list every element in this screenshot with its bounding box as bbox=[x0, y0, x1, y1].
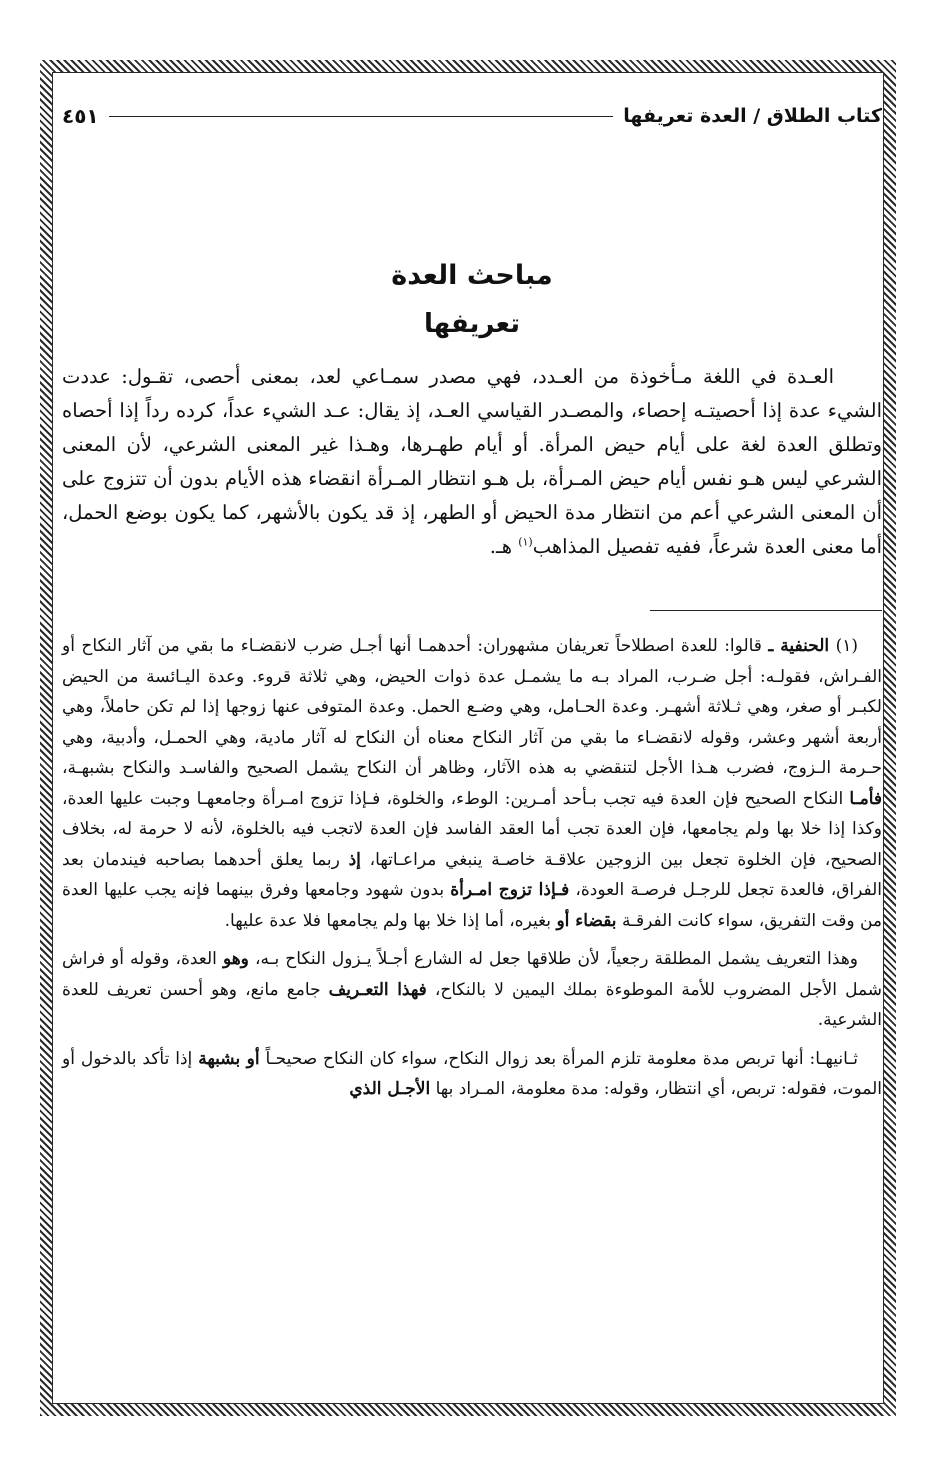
page-number: ٤٥١ bbox=[62, 104, 99, 128]
footnote-1-bold: فأمـا bbox=[849, 788, 882, 809]
footnote-p3-text: ثـانيهـا: أنها تربص مدة معلومة تلزم المرأة بعد زوال النكاح، سواء كان النكاح صحيحـاً bbox=[259, 1048, 859, 1069]
footnote-1-bold: بقضاء أو bbox=[556, 910, 617, 931]
footnotes bbox=[62, 631, 882, 1105]
running-title: كتاب الطلاق / العدة تعريفها bbox=[623, 105, 882, 127]
main-paragraph-text: العـدة في اللغة مـأخوذة من العـدد، فهي مصدر سمـاعي لعد، بمعنى أحصى، تقـول: عددت الشيء عدة إذا أحصيتـه إحصاء، والمصـدر القياسي العـد، إذ يقال: عـد الشيء عداً، كرده رداً إذا أحصاه وتطلق العدة لغة على أيام حيض المرأة. أو أيام طهـرها، وهـذا غير المعنى الشرعي، لأن المعنى الشرعي ليس هـو نفس أيام حيض المـرأة، بل هـو انتظار المـرأة انقضاء هذه الأيام بدون أن تتزوج على أن المعنى الشرعي أعم من انتظار مدة الحيض أو الطهر، إذ قد يكون بالأشهر، كما يكون بوضع الحمل، أما معنى العدة شرعاً، ففيه تفصيل المذاهب bbox=[62, 365, 882, 558]
footnote-1-text: ربما يعلق أحدهما بصاحبه فيندمان بعد الفراق، فالعدة تجعل للرجـل فرصـة العودة، bbox=[62, 849, 883, 900]
footnote-1-bold: فـإذا تزوج امـرأة bbox=[450, 880, 570, 900]
footnote-p3-bold: أو بشبهة bbox=[198, 1048, 260, 1069]
main-paragraph bbox=[62, 360, 882, 564]
footnote-p2-text: وهذا التعريف يشمل المطلقة رجعياً، لأن طلاقها جعل له الشارع أجـلاً يـزول النكاح بـه، bbox=[248, 949, 858, 969]
footnote-1 bbox=[62, 631, 882, 936]
footnote-1-text: بغيره، أما إذا خلا بها ولم يجامعها فلا عدة عليها. bbox=[224, 910, 557, 931]
header-rule bbox=[109, 116, 614, 117]
footnote-1-text: بدون شهود وجامعها وفرق بينهما فإنه يجب عليها العدة من وقت التفريق، سواء كانت الفرقـة bbox=[62, 880, 882, 931]
footnote-1-number: (١) bbox=[835, 636, 858, 656]
footnote-1-school: الحنفية ـ bbox=[768, 636, 830, 656]
footnote-p2-text: جامع مانع، وهو أحسن تعريف للعدة الشرعية. bbox=[62, 979, 882, 1030]
footnote-1-bold: إذ bbox=[348, 849, 361, 870]
running-header bbox=[62, 98, 882, 134]
main-paragraph-end: هـ. bbox=[489, 535, 519, 558]
footnote-paragraph-2 bbox=[62, 944, 882, 1036]
footnote-p2-text: العدة، وقوله أو فراش شمل الأجل المضروب للأمة الموطوءة بملك اليمين لا بالنكاح، bbox=[62, 949, 883, 1000]
footnote-separator bbox=[650, 610, 882, 611]
footnote-1-text: قالوا: للعدة اصطلاحاً تعريفان مشهوران: أحدهمـا أنها أجـل ضرب لانقضـاء ما بقي من آثار النكاح أو الفـراش، فقولـه: أجل ضـرب، المراد بـه ما يشمـل عدة ذوات الحيض، وهي ثلاثة قروء. وعدة اليـائسة من الحيض لكبـر أو صغر، وهي ثـلاثة أشهـر. وعدة الحـامل، وهي وضـع الحمل. وعدة المتوفى عنها زوجها إذا لم تكن حاملاً، وهي أربعة أشهر وعشر، وقوله لانقضـاء ما بقي من آثار النكاح معناه أن النكاح له آثار مادية، وهي الحمـل، وأدبية، وهي حـرمة الـزوج، فضرب هـذا الأجل لتنقضي به هذه الآثار، وظاهر أن النكاح يشمل الصحيح والفاسـد والنكاح بشبهـة، bbox=[62, 636, 882, 778]
footnote-p3-bold: الأجـل الذي bbox=[349, 1079, 431, 1099]
footnote-paragraph-3 bbox=[62, 1044, 882, 1105]
section-title: تعريفها bbox=[423, 309, 520, 339]
footnote-p3-text: إذا تأكد بالدخول أو الموت، فقوله: تربص، أي انتظار، وقوله: مدة معلومة، المـراد بها bbox=[62, 1048, 882, 1099]
footnote-p2-bold: فهذا التعـريف bbox=[328, 979, 427, 1000]
footnote-p2-bold: وهو bbox=[222, 949, 249, 969]
page-content bbox=[62, 98, 882, 1113]
footnote-1-text: النكاح الصحيح فإن العدة فيه تجب بـأحد أمـرين: الوطء، والخلوة، فـإذا تزوج امـرأة وجامعهـا وجبت عليها العدة، وكذا إذا خلا بها ولم يجامعها، فإن العدة تجب أما العقد الفاسد فإن العدة لاتجب فيه بالخلوة، لأنه لا حرمة له، بخلاف الصحيح، فإن الخلوة تجعل بين الزوجين علاقـة خاصـة ينبغي مراعـاتها، bbox=[62, 788, 882, 870]
footnote-reference[interactable]: (١) bbox=[518, 535, 533, 549]
chapter-title: مباحث العدة bbox=[391, 260, 553, 291]
